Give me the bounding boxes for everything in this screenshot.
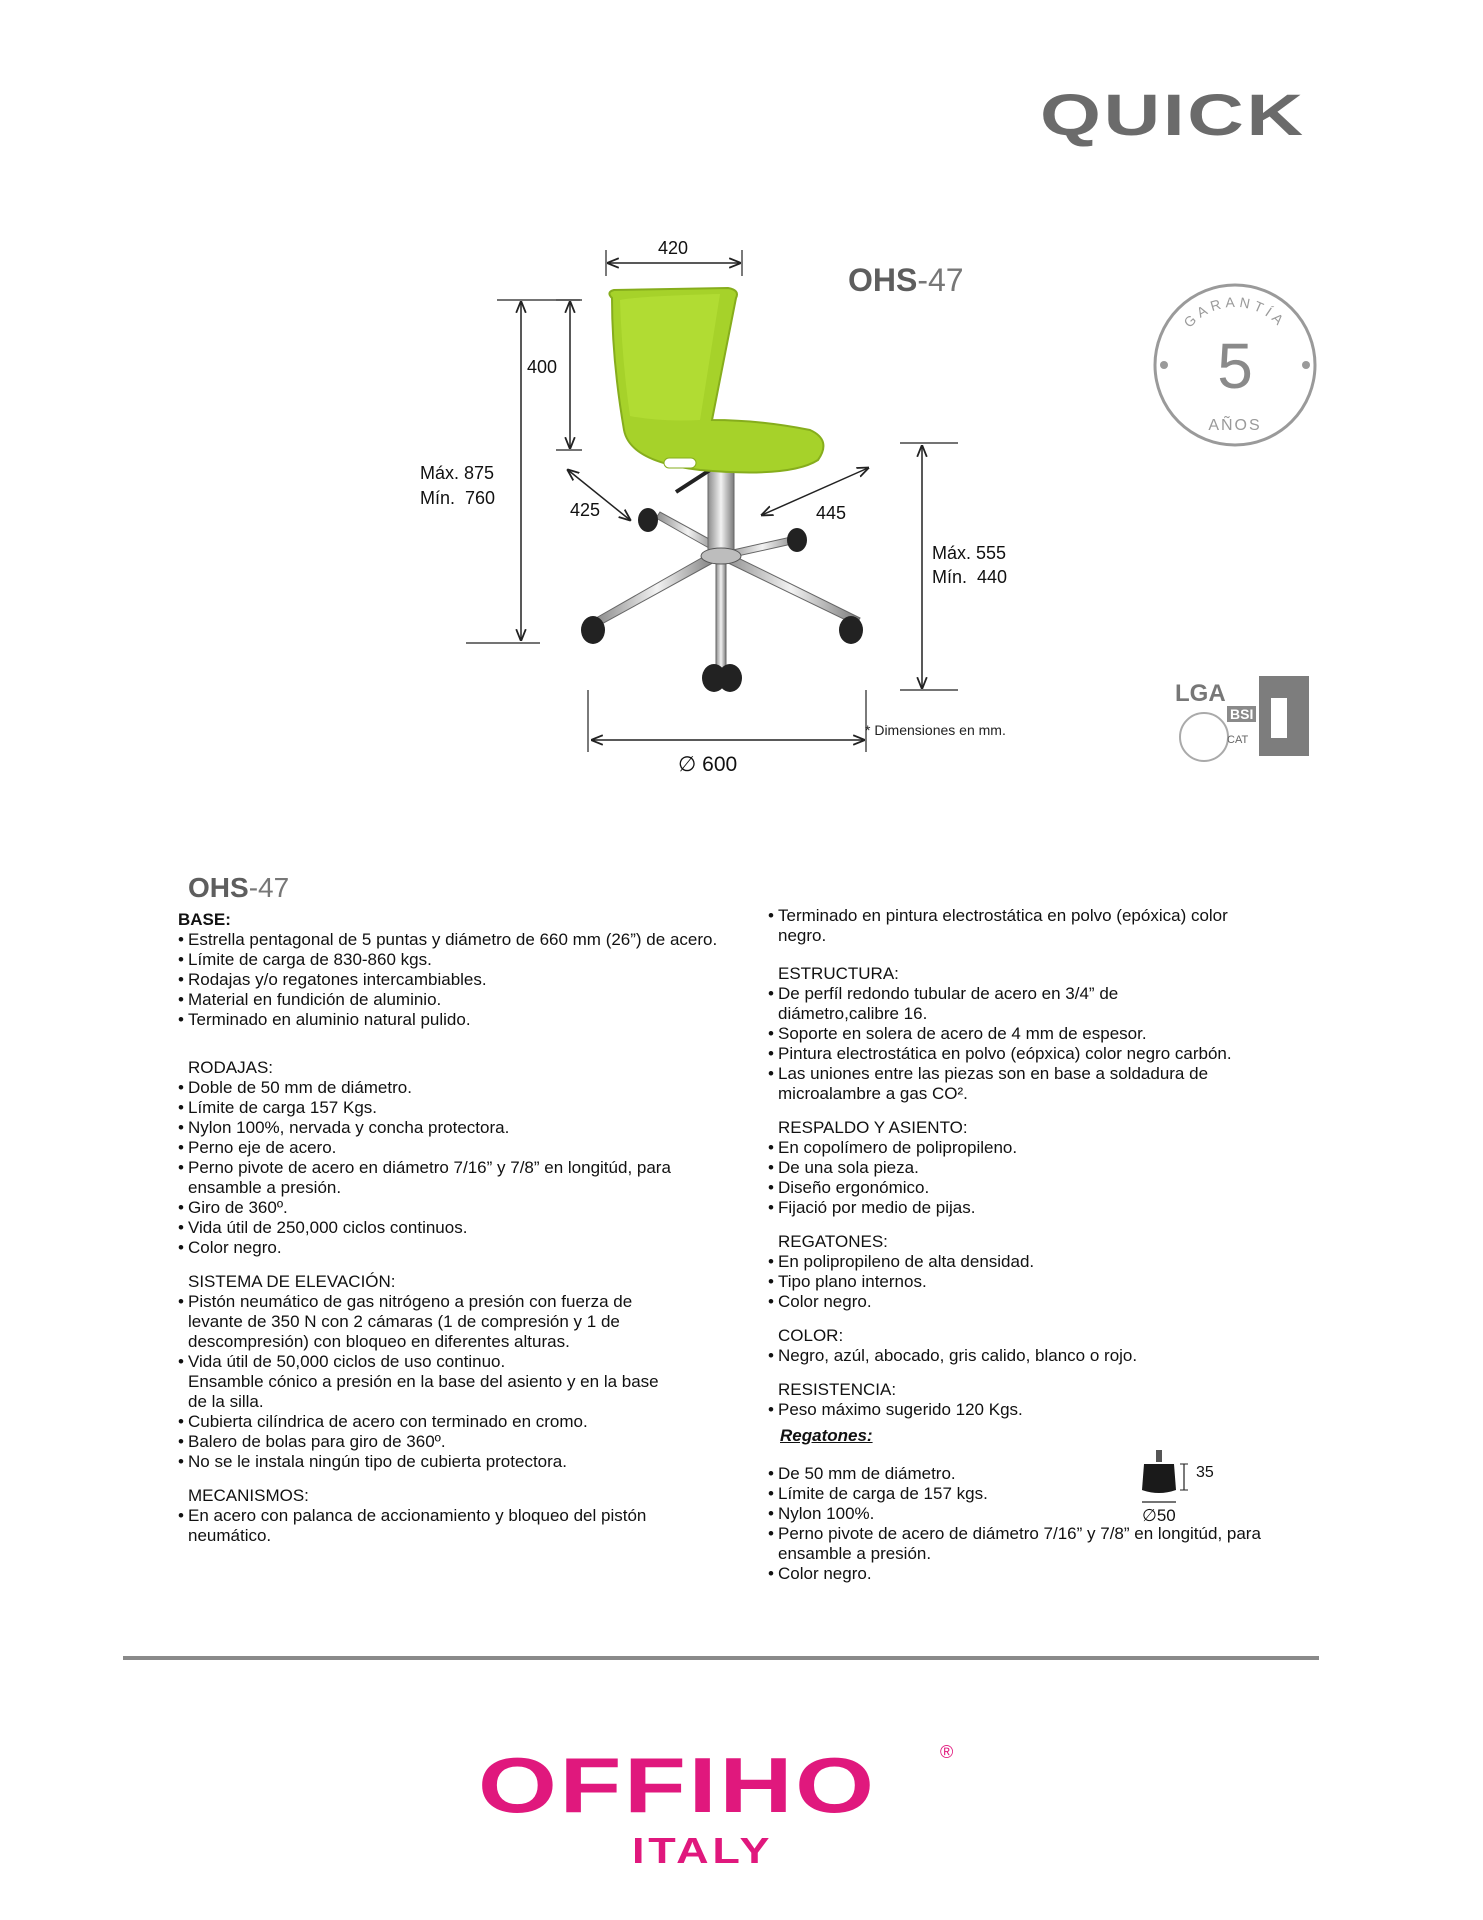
spec-item: • De una sola pieza. [768, 1158, 1288, 1178]
warranty-badge [1150, 280, 1320, 450]
spec-item: • Doble de 50 mm de diámetro. [178, 1078, 758, 1098]
spec-heading-rodajas: RODAJAS: [188, 1058, 274, 1077]
dim-total-max: Máx. 875 [420, 463, 495, 483]
spec-item: • En acero con palanca de accionamiento y bloqueo del pistón neumático. [178, 1506, 698, 1546]
dim-seat-max: Máx. 555 [932, 543, 1007, 563]
dim-depth-left: 425 [570, 500, 601, 520]
spec-item: • Material en fundición de aluminio. [178, 990, 758, 1010]
dim-total-min: Mín. 760 [420, 488, 496, 508]
diameter-icon: ∅ [1142, 1506, 1157, 1525]
glide-diameter [1142, 1506, 1176, 1526]
spec-item: • Perno pivote de acero en diámetro 7/16” y 7/8” en longitúd, para ensamble a presión. [178, 1158, 688, 1198]
certification-logos [1175, 676, 1310, 760]
spec-item: • Negro, azúl, abocado, gris calido, blanco o rojo. [768, 1346, 1288, 1366]
lga-logo: LGA [1175, 680, 1226, 707]
dim-line-depth-right [762, 468, 868, 515]
spec-item: • Diseño ergonómico. [768, 1178, 1288, 1198]
spec-item: • Nylon 100%, nervada y concha protectora. [178, 1118, 758, 1138]
spec-item: • Límite de carga de 157 kgs. [768, 1484, 1288, 1504]
regatones-title: Regatones: [780, 1426, 873, 1445]
spec-heading-base: BASE: [178, 910, 231, 929]
spec-item: • Color negro. [768, 1564, 1288, 1584]
specs-title [188, 872, 289, 904]
specs-title-num: -47 [248, 872, 290, 903]
spec-section-color [768, 1326, 1288, 1366]
spec-section-regatones [768, 1232, 1288, 1312]
warranty-seal-icon [1150, 280, 1320, 450]
spec-item: • Terminado en aluminio natural pulido. [178, 1010, 758, 1030]
dim-base-diameter-value: 600 [702, 753, 738, 776]
spec-item: • De perfíl redondo tubular de acero en 3/4” de diámetro,calibre 16. [768, 984, 1198, 1024]
spec-item: • De 50 mm de diámetro. [768, 1464, 1288, 1484]
spec-item: • Pintura electrostática en polvo (eópxica) color negro carbón. [768, 1044, 1288, 1064]
spec-item: • Tipo plano internos. [768, 1272, 1288, 1292]
spec-item: • Color negro. [768, 1292, 1288, 1312]
product-code-num: -47 [917, 262, 964, 298]
spec-item: • Vida útil de 50,000 ciclos de uso continuo. [178, 1352, 758, 1372]
spec-item: • Perno eje de acero. [178, 1138, 758, 1158]
spec-item: • Fijació por medio de pijas. [768, 1198, 1288, 1218]
glide-diameter-value: 50 [1156, 1506, 1176, 1525]
specs-left-column [178, 910, 758, 1546]
certification-mark-notch [1271, 698, 1287, 738]
chair-diagram [400, 220, 1050, 800]
spec-item: • Pistón neumático de gas nitrógeno a presión con fuerza de levante de 350 N con 2 cámaras (1 de compresión y 1 de descompresión) con bloqueo en diferentes alturas. [178, 1292, 678, 1352]
warranty-bottom-text: AÑOS [1208, 417, 1262, 434]
spec-item: • Las uniones entre las piezas son en base a soldadura de microalambre a gas CO². [768, 1064, 1278, 1104]
dimensions-note: * Dimensiones en mm. [865, 722, 1006, 738]
spec-item: • En polipropileno de alta densidad. [768, 1252, 1288, 1272]
glide-height: 35 [1196, 1464, 1214, 1481]
diameter-icon: ∅ [678, 753, 697, 776]
spec-item: • Color negro. [178, 1238, 758, 1258]
spec-section-resistencia [768, 1380, 1288, 1420]
footer-brand: OFFIHO [478, 1741, 877, 1829]
spec-item: • Límite de carga de 830-860 kgs. [178, 950, 758, 970]
spec-item: • Límite de carga 157 Kgs. [178, 1098, 758, 1118]
spec-item: • Cubierta cilíndrica de acero con terminado en cromo. [178, 1412, 758, 1432]
spec-heading-regatones: REGATONES: [778, 1232, 888, 1251]
spec-section-base [178, 910, 758, 1030]
spec-item: • Perno pivote de acero de diámetro 7/16” y 7/8” en longitúd, para ensamble a presión. [768, 1524, 1278, 1564]
spec-section-mecanismos [178, 1486, 758, 1546]
warranty-top-text: GARANTÍA [1180, 293, 1290, 331]
footer-divider [123, 1656, 1319, 1660]
spec-item: • Terminado en pintura electrostática en polvo (epóxica) color negro. [768, 906, 1278, 946]
cat-logo: CAT [1227, 734, 1249, 746]
spec-item: • En copolímero de polipropileno. [768, 1138, 1288, 1158]
spec-heading-resistencia: RESISTENCIA: [778, 1380, 897, 1399]
spec-section-respaldo [768, 1118, 1288, 1218]
spec-section-rodajas [178, 1058, 758, 1258]
spec-item: • Rodajas y/o regatones intercambiables. [178, 970, 758, 990]
footer-brand-sub: ITALY [632, 1830, 774, 1871]
spec-item: • Estrella pentagonal de 5 puntas y diámetro de 660 mm (26”) de acero. [178, 930, 758, 950]
spec-item: • Vida útil de 250,000 ciclos continuos. [178, 1218, 758, 1238]
spec-item: Ensamble cónico a presión en la base del asiento y en la base de la silla. [188, 1372, 659, 1411]
product-code-bold: OHS [848, 262, 918, 298]
brand-title: QUICK [1040, 83, 1306, 148]
spec-heading-respaldo: RESPALDO Y ASIENTO: [778, 1118, 968, 1137]
spec-item: • Nylon 100%. [768, 1504, 1288, 1524]
svg-text:GARANTÍA [1180, 294, 1289, 331]
spec-item: • No se le instala ningún tipo de cubierta protectora. [178, 1452, 758, 1472]
quality-seal-icon [1179, 712, 1229, 762]
warranty-number: 5 [1217, 330, 1253, 402]
spec-heading-mecanismos: MECANISMOS: [188, 1486, 309, 1505]
chair-piston [708, 470, 734, 560]
dim-depth-right: 445 [816, 503, 847, 523]
spec-item: • Soporte en solera de acero de 4 mm de espesor. [768, 1024, 1288, 1044]
dim-base-diameter [678, 752, 737, 777]
spec-item: • Peso máximo sugerido 120 Kgs. [768, 1400, 1288, 1420]
bsi-logo: BSI [1227, 706, 1256, 722]
spec-item: • Giro de 360º. [178, 1198, 758, 1218]
dim-width-top: 420 [658, 238, 689, 258]
dim-back-height: 400 [527, 357, 558, 377]
spec-section-estructura [768, 964, 1288, 1104]
registered-mark: ® [940, 1742, 954, 1762]
spec-heading-estructura: ESTRUCTURA: [778, 964, 899, 983]
spec-heading-elevacion: SISTEMA DE ELEVACIÓN: [188, 1272, 396, 1291]
specs-title-bold: OHS [188, 872, 249, 903]
dim-seat-min: Mín. 440 [932, 567, 1008, 587]
spec-section-elevacion [178, 1272, 758, 1472]
spec-heading-color: COLOR: [778, 1326, 844, 1345]
spec-item: • Balero de bolas para giro de 360º. [178, 1432, 758, 1452]
